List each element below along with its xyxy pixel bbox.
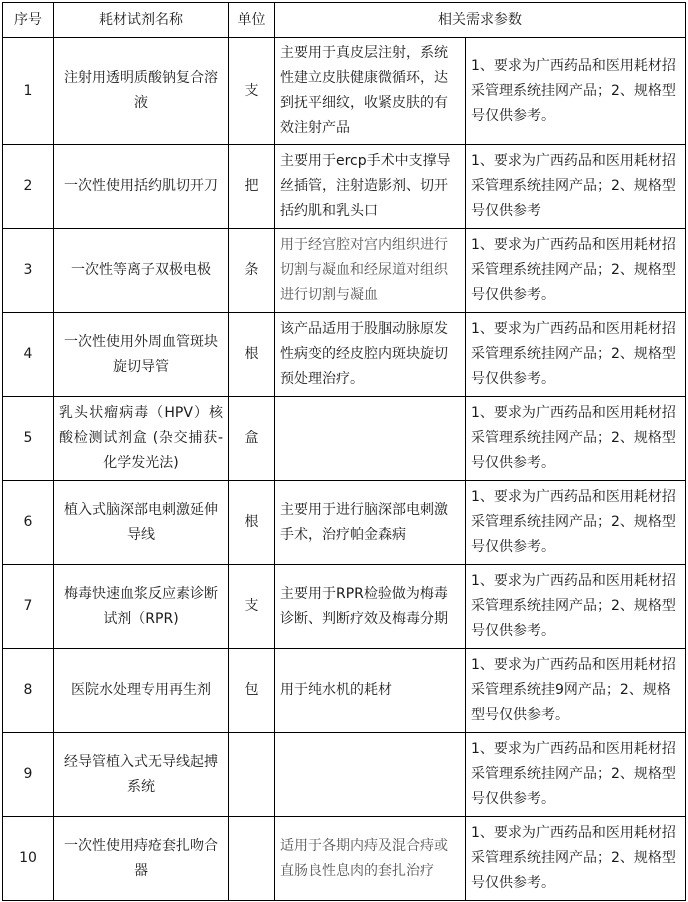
header-requirement-params: 相关需求参数 (275, 3, 686, 38)
cell-unit: 条 (229, 229, 275, 313)
table-row (3, 565, 686, 649)
cell-description: 该产品适用于股腘动脉原发性病变的经皮腔内斑块旋切预处理治疗。 (275, 313, 466, 397)
cell-requirements: 1、要求为广西药品和医用耗材招采管理系统挂网产品；2、规格型号仅供参考。 (466, 313, 686, 397)
table-row (3, 145, 686, 229)
cell-item-name: 一次性使用外周血管斑块旋切导管 (54, 313, 229, 397)
cell-description: 主要用于真皮层注射，系统性建立皮肤健康微循环，达到抚平细纹，收紧皮肤的有效注射产品 (275, 38, 466, 145)
cell-item-name: 植入式脑深部电刺激延伸导线 (54, 481, 229, 565)
cell-requirements: 1、要求为广西药品和医用耗材招采管理系统挂网产品；2、规格型号仅供参考。 (466, 817, 686, 901)
cell-item-name: 一次性使用括约肌切开刀 (54, 145, 229, 229)
cell-description: 用于经宫腔对宫内组织进行切割与凝血和经尿道对组织进行切割与凝血 (275, 229, 466, 313)
cell-item-name: 医院水处理专用再生剂 (54, 649, 229, 733)
cell-requirements: 1、要求为广西药品和医用耗材招采管理系统挂网产品；2、规格型号仅供参考。 (466, 733, 686, 817)
cell-description: 主要用于进行脑深部电刺激手术，治疗帕金森病 (275, 481, 466, 565)
table-row (3, 733, 686, 817)
cell-description (275, 733, 466, 817)
cell-item-name: 注射用透明质酸钠复合溶液 (54, 38, 229, 145)
header-serial-number: 序号 (3, 3, 54, 38)
cell-requirements: 1、要求为广西药品和医用耗材招采管理系统挂网产品；2、规格型号仅供参考。 (466, 229, 686, 313)
table-row (3, 313, 686, 397)
cell-requirements: 1、要求为广西药品和医用耗材招采管理系统挂网产品；2、规格型号仅供参考 (466, 145, 686, 229)
cell-serial-number: 10 (3, 817, 54, 901)
cell-serial-number: 2 (3, 145, 54, 229)
cell-requirements: 1、要求为广西药品和医用耗材招采管理系统挂网产品；2、规格型号仅供参考。 (466, 565, 686, 649)
cell-unit: 包 (229, 649, 275, 733)
cell-unit: 盒 (229, 397, 275, 481)
cell-serial-number: 8 (3, 649, 54, 733)
cell-serial-number: 5 (3, 397, 54, 481)
table-row (3, 817, 686, 901)
cell-serial-number: 7 (3, 565, 54, 649)
cell-item-name: 乳头状瘤病毒（HPV）核酸检测试剂盒 (杂交捕获-化学发光法) (54, 397, 229, 481)
cell-item-name: 一次性使用痔疮套扎吻合器 (54, 817, 229, 901)
cell-item-name: 经导管植入式无导线起搏系统 (54, 733, 229, 817)
table-row (3, 38, 686, 145)
cell-unit: 根 (229, 313, 275, 397)
cell-requirements: 1、要求为广西药品和医用耗材招采管理系统挂网产品；2、规格型号仅供参考。 (466, 481, 686, 565)
cell-unit (229, 733, 275, 817)
cell-serial-number: 4 (3, 313, 54, 397)
table-row (3, 397, 686, 481)
cell-description (275, 397, 466, 481)
cell-requirements: 1、要求为广西药品和医用耗材招采管理系统挂网产品；2、规格型号仅供参考。 (466, 397, 686, 481)
header-unit: 单位 (229, 3, 275, 38)
table-row (3, 481, 686, 565)
cell-unit: 根 (229, 481, 275, 565)
cell-requirements: 1、要求为广西药品和医用耗材招采管理系统挂9网产品；2、规格型号仅供参考。 (466, 649, 686, 733)
consumables-requirements-table (2, 2, 686, 901)
cell-description: 主要用于RPR检验做为梅毒诊断、判断疗效及梅毒分期 (275, 565, 466, 649)
cell-requirements: 1、要求为广西药品和医用耗材招采管理系统挂网产品；2、规格型号仅供参考。 (466, 38, 686, 145)
table-header-row (3, 3, 686, 38)
cell-serial-number: 9 (3, 733, 54, 817)
cell-serial-number: 3 (3, 229, 54, 313)
cell-serial-number: 1 (3, 38, 54, 145)
cell-unit: 把 (229, 145, 275, 229)
cell-unit: 支 (229, 38, 275, 145)
cell-item-name: 梅毒快速血浆反应素诊断试剂（RPR) (54, 565, 229, 649)
cell-description: 适用于各期内痔及混合痔或直肠良性息肉的套扎治疗 (275, 817, 466, 901)
cell-item-name: 一次性等离子双极电极 (54, 229, 229, 313)
cell-serial-number: 6 (3, 481, 54, 565)
cell-unit: 支 (229, 565, 275, 649)
cell-description: 用于纯水机的耗材 (275, 649, 466, 733)
cell-unit (229, 817, 275, 901)
header-item-name: 耗材试剂名称 (54, 3, 229, 38)
table-row (3, 649, 686, 733)
table-row (3, 229, 686, 313)
cell-description: 主要用于ercp手术中支撑导丝插管，注射造影剂、切开括约肌和乳头口 (275, 145, 466, 229)
